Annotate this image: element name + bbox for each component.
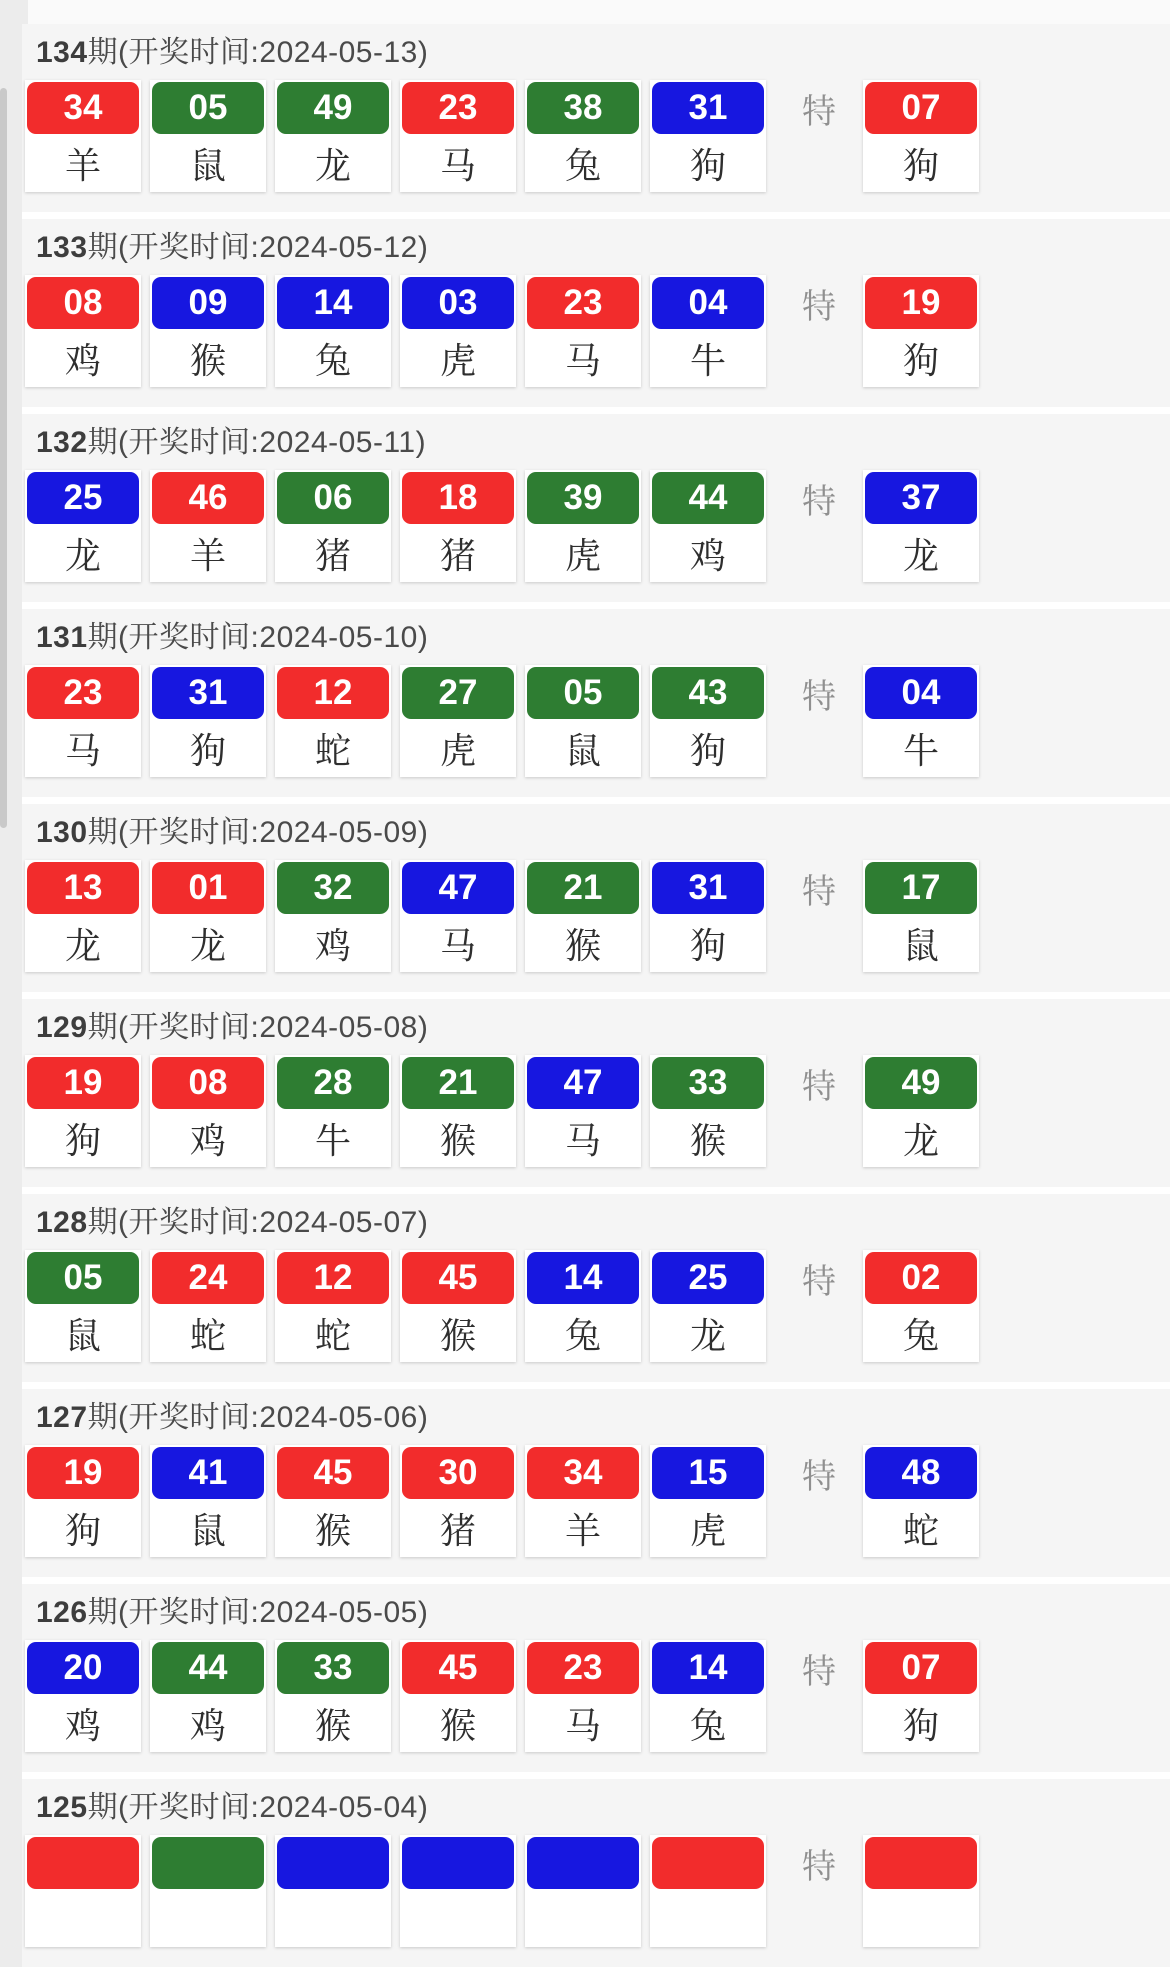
result-ball bbox=[650, 665, 766, 777]
result-ball bbox=[150, 665, 266, 777]
special-ball bbox=[863, 860, 979, 972]
result-ball bbox=[525, 470, 641, 582]
ball-number: 14 bbox=[652, 1642, 764, 1694]
ball-number: 05 bbox=[27, 1252, 139, 1304]
ball-zodiac: 猪 bbox=[277, 526, 389, 580]
ball-zodiac: 兔 bbox=[527, 136, 639, 190]
ball-number: 49 bbox=[865, 1057, 977, 1109]
results-row bbox=[22, 80, 1170, 192]
ball-zodiac: 猪 bbox=[402, 526, 514, 580]
ball-number: 37 bbox=[865, 472, 977, 524]
result-ball bbox=[275, 1250, 391, 1362]
results-row bbox=[22, 665, 1170, 777]
result-ball bbox=[400, 80, 516, 192]
special-ball bbox=[863, 1835, 979, 1947]
ball-number: 12 bbox=[277, 667, 389, 719]
ball-zodiac: 蛇 bbox=[152, 1306, 264, 1360]
special-ball bbox=[863, 1055, 979, 1167]
result-ball bbox=[275, 860, 391, 972]
ball-zodiac: 蛇 bbox=[277, 721, 389, 775]
draw-date-suffix: 期(开奖时间:2024-05-06) bbox=[87, 1401, 429, 1434]
ball-number bbox=[865, 1837, 977, 1889]
ball-zodiac: 兔 bbox=[652, 1696, 764, 1750]
draw-title bbox=[22, 1785, 1170, 1835]
draw-period: 133 bbox=[36, 231, 88, 264]
ball-number: 30 bbox=[402, 1447, 514, 1499]
ball-zodiac: 兔 bbox=[527, 1306, 639, 1360]
ball-number: 23 bbox=[402, 82, 514, 134]
draw-title bbox=[22, 1395, 1170, 1445]
results-row bbox=[22, 470, 1170, 582]
special-ball bbox=[863, 665, 979, 777]
draw-period: 134 bbox=[36, 36, 88, 69]
draw-period: 130 bbox=[36, 816, 88, 849]
ball-zodiac: 龙 bbox=[27, 526, 139, 580]
draw-date-suffix: 期(开奖时间:2024-05-09) bbox=[87, 816, 429, 849]
result-ball bbox=[25, 1445, 141, 1557]
ball-zodiac: 兔 bbox=[277, 331, 389, 385]
ball-number: 33 bbox=[277, 1642, 389, 1694]
ball-number: 45 bbox=[402, 1252, 514, 1304]
ball-zodiac: 马 bbox=[527, 1111, 639, 1165]
ball-zodiac: 狗 bbox=[27, 1111, 139, 1165]
ball-number: 45 bbox=[402, 1642, 514, 1694]
result-ball bbox=[25, 1055, 141, 1167]
ball-zodiac: 羊 bbox=[27, 136, 139, 190]
special-label: 特 bbox=[802, 1262, 836, 1301]
special-ball bbox=[863, 1640, 979, 1752]
ball-zodiac: 兔 bbox=[865, 1306, 977, 1360]
ball-number: 19 bbox=[27, 1057, 139, 1109]
ball-number: 21 bbox=[527, 862, 639, 914]
ball-number: 39 bbox=[527, 472, 639, 524]
ball-number: 06 bbox=[277, 472, 389, 524]
result-ball bbox=[25, 80, 141, 192]
ball-number: 25 bbox=[27, 472, 139, 524]
draw-section bbox=[22, 1779, 1170, 1967]
ball-zodiac: 龙 bbox=[652, 1306, 764, 1360]
ball-number: 03 bbox=[402, 277, 514, 329]
draw-period: 126 bbox=[36, 1596, 88, 1629]
draw-section bbox=[22, 414, 1170, 602]
ball-zodiac: 羊 bbox=[527, 1501, 639, 1555]
results-row bbox=[22, 860, 1170, 972]
special-label: 特 bbox=[802, 287, 836, 326]
ball-zodiac: 蛇 bbox=[277, 1306, 389, 1360]
ball-zodiac: 鸡 bbox=[27, 1696, 139, 1750]
ball-zodiac bbox=[865, 1891, 977, 1945]
ball-zodiac: 鼠 bbox=[27, 1306, 139, 1360]
result-ball bbox=[525, 1055, 641, 1167]
draw-section bbox=[22, 1389, 1170, 1577]
ball-number: 31 bbox=[652, 82, 764, 134]
ball-number: 23 bbox=[527, 1642, 639, 1694]
ball-number: 08 bbox=[27, 277, 139, 329]
ball-zodiac: 猴 bbox=[402, 1306, 514, 1360]
ball-zodiac: 龙 bbox=[152, 916, 264, 970]
draw-title bbox=[22, 1200, 1170, 1250]
result-ball bbox=[150, 1445, 266, 1557]
special-label: 特 bbox=[802, 92, 836, 131]
ball-number: 12 bbox=[277, 1252, 389, 1304]
result-ball bbox=[275, 1055, 391, 1167]
result-ball bbox=[275, 665, 391, 777]
ball-zodiac: 狗 bbox=[652, 916, 764, 970]
ball-number: 05 bbox=[527, 667, 639, 719]
ball-zodiac: 狗 bbox=[865, 136, 977, 190]
scrollbar-thumb[interactable] bbox=[0, 88, 7, 828]
result-ball bbox=[650, 80, 766, 192]
result-ball bbox=[25, 1250, 141, 1362]
ball-zodiac bbox=[27, 1891, 139, 1945]
ball-zodiac: 鸡 bbox=[27, 331, 139, 385]
ball-zodiac bbox=[277, 1891, 389, 1945]
ball-zodiac: 猴 bbox=[277, 1501, 389, 1555]
results-row bbox=[22, 1445, 1170, 1557]
draw-date-suffix: 期(开奖时间:2024-05-13) bbox=[87, 36, 429, 69]
special-ball bbox=[863, 1250, 979, 1362]
result-ball bbox=[25, 1640, 141, 1752]
ball-number: 27 bbox=[402, 667, 514, 719]
ball-number: 32 bbox=[277, 862, 389, 914]
result-ball bbox=[525, 1835, 641, 1947]
ball-number: 23 bbox=[527, 277, 639, 329]
ball-zodiac: 猴 bbox=[402, 1696, 514, 1750]
ball-zodiac: 马 bbox=[527, 331, 639, 385]
result-ball bbox=[150, 1640, 266, 1752]
result-ball bbox=[650, 470, 766, 582]
ball-zodiac: 羊 bbox=[152, 526, 264, 580]
ball-zodiac bbox=[152, 1891, 264, 1945]
ball-zodiac: 鸡 bbox=[277, 916, 389, 970]
result-ball bbox=[150, 860, 266, 972]
special-ball bbox=[863, 80, 979, 192]
draw-period: 132 bbox=[36, 426, 88, 459]
result-ball bbox=[400, 470, 516, 582]
ball-number bbox=[402, 1837, 514, 1889]
ball-zodiac: 狗 bbox=[865, 331, 977, 385]
result-ball bbox=[400, 1250, 516, 1362]
draw-date-suffix: 期(开奖时间:2024-05-05) bbox=[87, 1596, 429, 1629]
result-ball bbox=[400, 275, 516, 387]
result-ball bbox=[525, 80, 641, 192]
ball-number: 44 bbox=[652, 472, 764, 524]
result-ball bbox=[25, 860, 141, 972]
ball-number: 05 bbox=[152, 82, 264, 134]
ball-number: 04 bbox=[865, 667, 977, 719]
ball-zodiac: 猴 bbox=[402, 1111, 514, 1165]
result-ball bbox=[525, 275, 641, 387]
draw-period: 128 bbox=[36, 1206, 88, 1239]
ball-zodiac: 鼠 bbox=[152, 136, 264, 190]
draw-section bbox=[22, 24, 1170, 212]
ball-zodiac: 马 bbox=[402, 136, 514, 190]
ball-zodiac bbox=[402, 1891, 514, 1945]
result-ball bbox=[275, 1835, 391, 1947]
result-ball bbox=[25, 275, 141, 387]
result-ball bbox=[650, 1835, 766, 1947]
ball-number bbox=[27, 1837, 139, 1889]
result-ball bbox=[525, 1445, 641, 1557]
ball-number: 08 bbox=[152, 1057, 264, 1109]
ball-zodiac: 鼠 bbox=[865, 916, 977, 970]
special-label: 特 bbox=[802, 482, 836, 521]
result-ball bbox=[525, 860, 641, 972]
result-ball bbox=[650, 860, 766, 972]
ball-zodiac: 虎 bbox=[652, 1501, 764, 1555]
ball-zodiac: 马 bbox=[27, 721, 139, 775]
ball-number: 31 bbox=[652, 862, 764, 914]
result-ball bbox=[525, 1250, 641, 1362]
ball-number: 15 bbox=[652, 1447, 764, 1499]
ball-zodiac: 鼠 bbox=[527, 721, 639, 775]
draw-section bbox=[22, 219, 1170, 407]
result-ball bbox=[525, 1640, 641, 1752]
ball-zodiac: 狗 bbox=[865, 1696, 977, 1750]
ball-zodiac: 鸡 bbox=[652, 526, 764, 580]
draw-date-suffix: 期(开奖时间:2024-05-04) bbox=[87, 1791, 429, 1824]
result-ball bbox=[275, 80, 391, 192]
ball-number: 19 bbox=[865, 277, 977, 329]
draw-title bbox=[22, 225, 1170, 275]
ball-number: 02 bbox=[865, 1252, 977, 1304]
ball-number: 38 bbox=[527, 82, 639, 134]
results-row bbox=[22, 1640, 1170, 1752]
ball-number: 18 bbox=[402, 472, 514, 524]
result-ball bbox=[400, 1055, 516, 1167]
ball-number: 19 bbox=[27, 1447, 139, 1499]
ball-number: 45 bbox=[277, 1447, 389, 1499]
draw-title bbox=[22, 1005, 1170, 1055]
result-ball bbox=[150, 1835, 266, 1947]
draw-section bbox=[22, 1584, 1170, 1772]
ball-zodiac: 马 bbox=[527, 1696, 639, 1750]
special-label: 特 bbox=[802, 872, 836, 911]
special-label: 特 bbox=[802, 1067, 836, 1106]
ball-number: 25 bbox=[652, 1252, 764, 1304]
results-row bbox=[22, 275, 1170, 387]
ball-zodiac: 龙 bbox=[865, 1111, 977, 1165]
ball-number: 46 bbox=[152, 472, 264, 524]
special-ball bbox=[863, 275, 979, 387]
ball-number: 33 bbox=[652, 1057, 764, 1109]
ball-zodiac: 龙 bbox=[865, 526, 977, 580]
top-spacer bbox=[28, 0, 1170, 24]
draw-date-suffix: 期(开奖时间:2024-05-07) bbox=[87, 1206, 429, 1239]
ball-zodiac: 狗 bbox=[27, 1501, 139, 1555]
ball-zodiac: 猴 bbox=[152, 331, 264, 385]
draw-title bbox=[22, 1590, 1170, 1640]
draw-title bbox=[22, 810, 1170, 860]
ball-zodiac: 龙 bbox=[27, 916, 139, 970]
ball-zodiac: 龙 bbox=[277, 136, 389, 190]
ball-zodiac: 狗 bbox=[652, 721, 764, 775]
special-ball bbox=[863, 470, 979, 582]
ball-number: 01 bbox=[152, 862, 264, 914]
ball-number: 48 bbox=[865, 1447, 977, 1499]
draw-date-suffix: 期(开奖时间:2024-05-10) bbox=[87, 621, 429, 654]
results-row bbox=[22, 1055, 1170, 1167]
draw-section bbox=[22, 999, 1170, 1187]
ball-number: 07 bbox=[865, 82, 977, 134]
draw-date-suffix: 期(开奖时间:2024-05-11) bbox=[87, 426, 427, 459]
results-row bbox=[22, 1250, 1170, 1362]
result-ball bbox=[150, 1055, 266, 1167]
ball-zodiac: 牛 bbox=[865, 721, 977, 775]
result-ball bbox=[650, 1445, 766, 1557]
ball-number bbox=[152, 1837, 264, 1889]
ball-number: 07 bbox=[865, 1642, 977, 1694]
ball-zodiac: 狗 bbox=[152, 721, 264, 775]
special-label: 特 bbox=[802, 677, 836, 716]
ball-number: 23 bbox=[27, 667, 139, 719]
ball-number bbox=[652, 1837, 764, 1889]
ball-number: 28 bbox=[277, 1057, 389, 1109]
result-ball bbox=[150, 1250, 266, 1362]
draw-section bbox=[22, 804, 1170, 992]
ball-number: 09 bbox=[152, 277, 264, 329]
ball-zodiac: 虎 bbox=[527, 526, 639, 580]
ball-zodiac: 猴 bbox=[277, 1696, 389, 1750]
draw-section bbox=[22, 1194, 1170, 1382]
ball-zodiac: 狗 bbox=[652, 136, 764, 190]
result-ball bbox=[650, 1250, 766, 1362]
result-ball bbox=[650, 1640, 766, 1752]
ball-number: 44 bbox=[152, 1642, 264, 1694]
ball-number bbox=[527, 1837, 639, 1889]
draw-period: 129 bbox=[36, 1011, 88, 1044]
draw-section bbox=[22, 609, 1170, 797]
ball-number: 43 bbox=[652, 667, 764, 719]
draw-period: 131 bbox=[36, 621, 88, 654]
result-ball bbox=[275, 1640, 391, 1752]
ball-number: 21 bbox=[402, 1057, 514, 1109]
ball-number: 14 bbox=[277, 277, 389, 329]
ball-number: 14 bbox=[527, 1252, 639, 1304]
result-ball bbox=[650, 275, 766, 387]
ball-zodiac: 马 bbox=[402, 916, 514, 970]
ball-number: 31 bbox=[152, 667, 264, 719]
ball-number: 47 bbox=[527, 1057, 639, 1109]
result-ball bbox=[400, 1445, 516, 1557]
ball-zodiac: 猪 bbox=[402, 1501, 514, 1555]
lottery-results-list bbox=[22, 24, 1170, 1967]
ball-zodiac bbox=[527, 1891, 639, 1945]
ball-zodiac: 猴 bbox=[527, 916, 639, 970]
ball-number: 34 bbox=[527, 1447, 639, 1499]
draw-title bbox=[22, 615, 1170, 665]
ball-number: 34 bbox=[27, 82, 139, 134]
ball-number: 47 bbox=[402, 862, 514, 914]
result-ball bbox=[275, 470, 391, 582]
ball-number: 41 bbox=[152, 1447, 264, 1499]
draw-period: 127 bbox=[36, 1401, 88, 1434]
ball-zodiac: 虎 bbox=[402, 331, 514, 385]
result-ball bbox=[25, 470, 141, 582]
ball-zodiac: 虎 bbox=[402, 721, 514, 775]
draw-title bbox=[22, 420, 1170, 470]
draw-title bbox=[22, 30, 1170, 80]
ball-number: 49 bbox=[277, 82, 389, 134]
draw-date-suffix: 期(开奖时间:2024-05-08) bbox=[87, 1011, 429, 1044]
ball-number: 13 bbox=[27, 862, 139, 914]
result-ball bbox=[150, 275, 266, 387]
result-ball bbox=[150, 80, 266, 192]
ball-zodiac: 鸡 bbox=[152, 1696, 264, 1750]
result-ball bbox=[150, 470, 266, 582]
special-label: 特 bbox=[802, 1457, 836, 1496]
result-ball bbox=[275, 1445, 391, 1557]
ball-zodiac: 鼠 bbox=[152, 1501, 264, 1555]
draw-period: 125 bbox=[36, 1791, 88, 1824]
ball-number: 17 bbox=[865, 862, 977, 914]
results-row bbox=[22, 1835, 1170, 1947]
ball-zodiac: 猴 bbox=[652, 1111, 764, 1165]
ball-zodiac: 鸡 bbox=[152, 1111, 264, 1165]
ball-zodiac: 蛇 bbox=[865, 1501, 977, 1555]
ball-zodiac: 牛 bbox=[277, 1111, 389, 1165]
result-ball bbox=[400, 1835, 516, 1947]
ball-number bbox=[277, 1837, 389, 1889]
ball-zodiac bbox=[652, 1891, 764, 1945]
result-ball bbox=[400, 665, 516, 777]
result-ball bbox=[25, 1835, 141, 1947]
draw-date-suffix: 期(开奖时间:2024-05-12) bbox=[87, 231, 429, 264]
ball-zodiac: 牛 bbox=[652, 331, 764, 385]
ball-number: 24 bbox=[152, 1252, 264, 1304]
result-ball bbox=[400, 860, 516, 972]
ball-number: 20 bbox=[27, 1642, 139, 1694]
special-label: 特 bbox=[802, 1652, 836, 1691]
ball-number: 04 bbox=[652, 277, 764, 329]
result-ball bbox=[25, 665, 141, 777]
result-ball bbox=[650, 1055, 766, 1167]
special-label: 特 bbox=[802, 1847, 836, 1886]
result-ball bbox=[275, 275, 391, 387]
special-ball bbox=[863, 1445, 979, 1557]
result-ball bbox=[525, 665, 641, 777]
result-ball bbox=[400, 1640, 516, 1752]
